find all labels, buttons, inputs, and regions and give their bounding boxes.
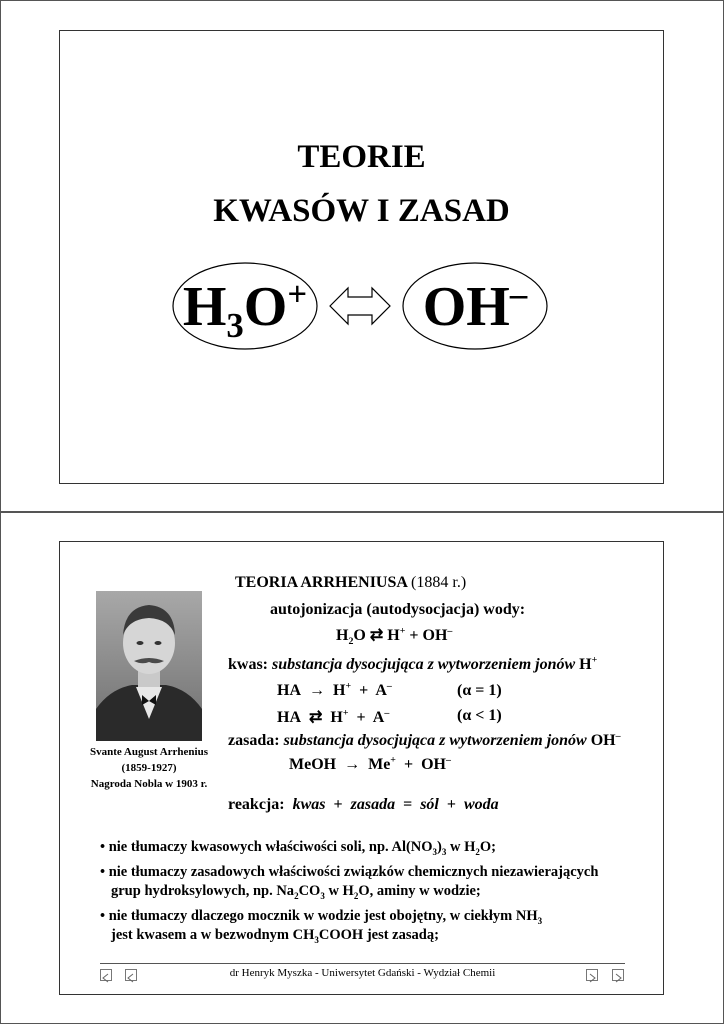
hydronium-ion: $H_3O^+$ <box>182 274 308 346</box>
bullet-item-hydroxyl: • nie tłumaczy zasadowych właściwości związków chemicznych niezawierających grup hydroksylowych, np. $Na_2CO_3$ w $H_2O$, aminy w wodzie; <box>100 864 599 901</box>
zasada-definition: zasada: substancja dysocjująca z wytworzeniem jonów OH– <box>228 730 621 749</box>
footer-divider <box>100 963 625 964</box>
acid-equation-strong: HA → H+ + A– (α = 1) <box>277 680 502 699</box>
autojonizacja-label: autojonizacja (autodysocjacja) wody: <box>270 601 526 618</box>
slide-1 <box>59 30 664 484</box>
next-page-icon[interactable] <box>586 969 598 981</box>
previous-page-icon[interactable] <box>125 969 137 981</box>
bullet-item-urea: • nie tłumaczy dlaczego mocznik w wodzie jest obojętny, w ciekłym $NH_3$ jest kwasem a w bezwodnym $CH_3COOH$ jest zasadą; <box>100 908 543 945</box>
ion-diagram <box>60 251 665 381</box>
base-equation: MeOH → Me+ + OH– <box>289 754 451 773</box>
arrhenius-heading: TEORIA ARRHENIUSA (1884 r.) <box>235 574 467 591</box>
slide-1-title-line1: TEORIE <box>297 139 426 175</box>
slide-1-title-line2: KWASÓW I ZASAD <box>213 193 510 229</box>
footer-text: dr Henryk Myszka - Uniwersytet Gdański - Wydział Chemii <box>229 967 496 979</box>
arrhenius-portrait <box>96 591 202 741</box>
first-page-icon[interactable] <box>100 969 112 981</box>
slide-2 <box>59 541 664 995</box>
last-page-icon[interactable] <box>612 969 624 981</box>
bullet-item-salts: • nie tłumaczy kwasowych właściwości soli, np. $Al(NO_3)_3$ w $H_2O$; <box>100 839 496 857</box>
hydroxide-ion: OH– <box>422 274 528 338</box>
kwas-definition: kwas: substancja dysocjująca z wytworzeniem jonów H+ <box>228 654 598 673</box>
double-arrow-icon <box>330 288 390 324</box>
acid-equation-weak: HA ⇄ H+ + A– (α < 1) <box>277 707 502 726</box>
water-equation: $H_2O$ ⇄ H+ + OH– <box>336 625 453 648</box>
reaction-line: reakcja: kwas + zasada = sól + woda <box>228 796 499 813</box>
portrait-caption: Svante August Arrhenius (1859-1927) Nagroda Nobla w 1903 r. <box>90 746 208 790</box>
